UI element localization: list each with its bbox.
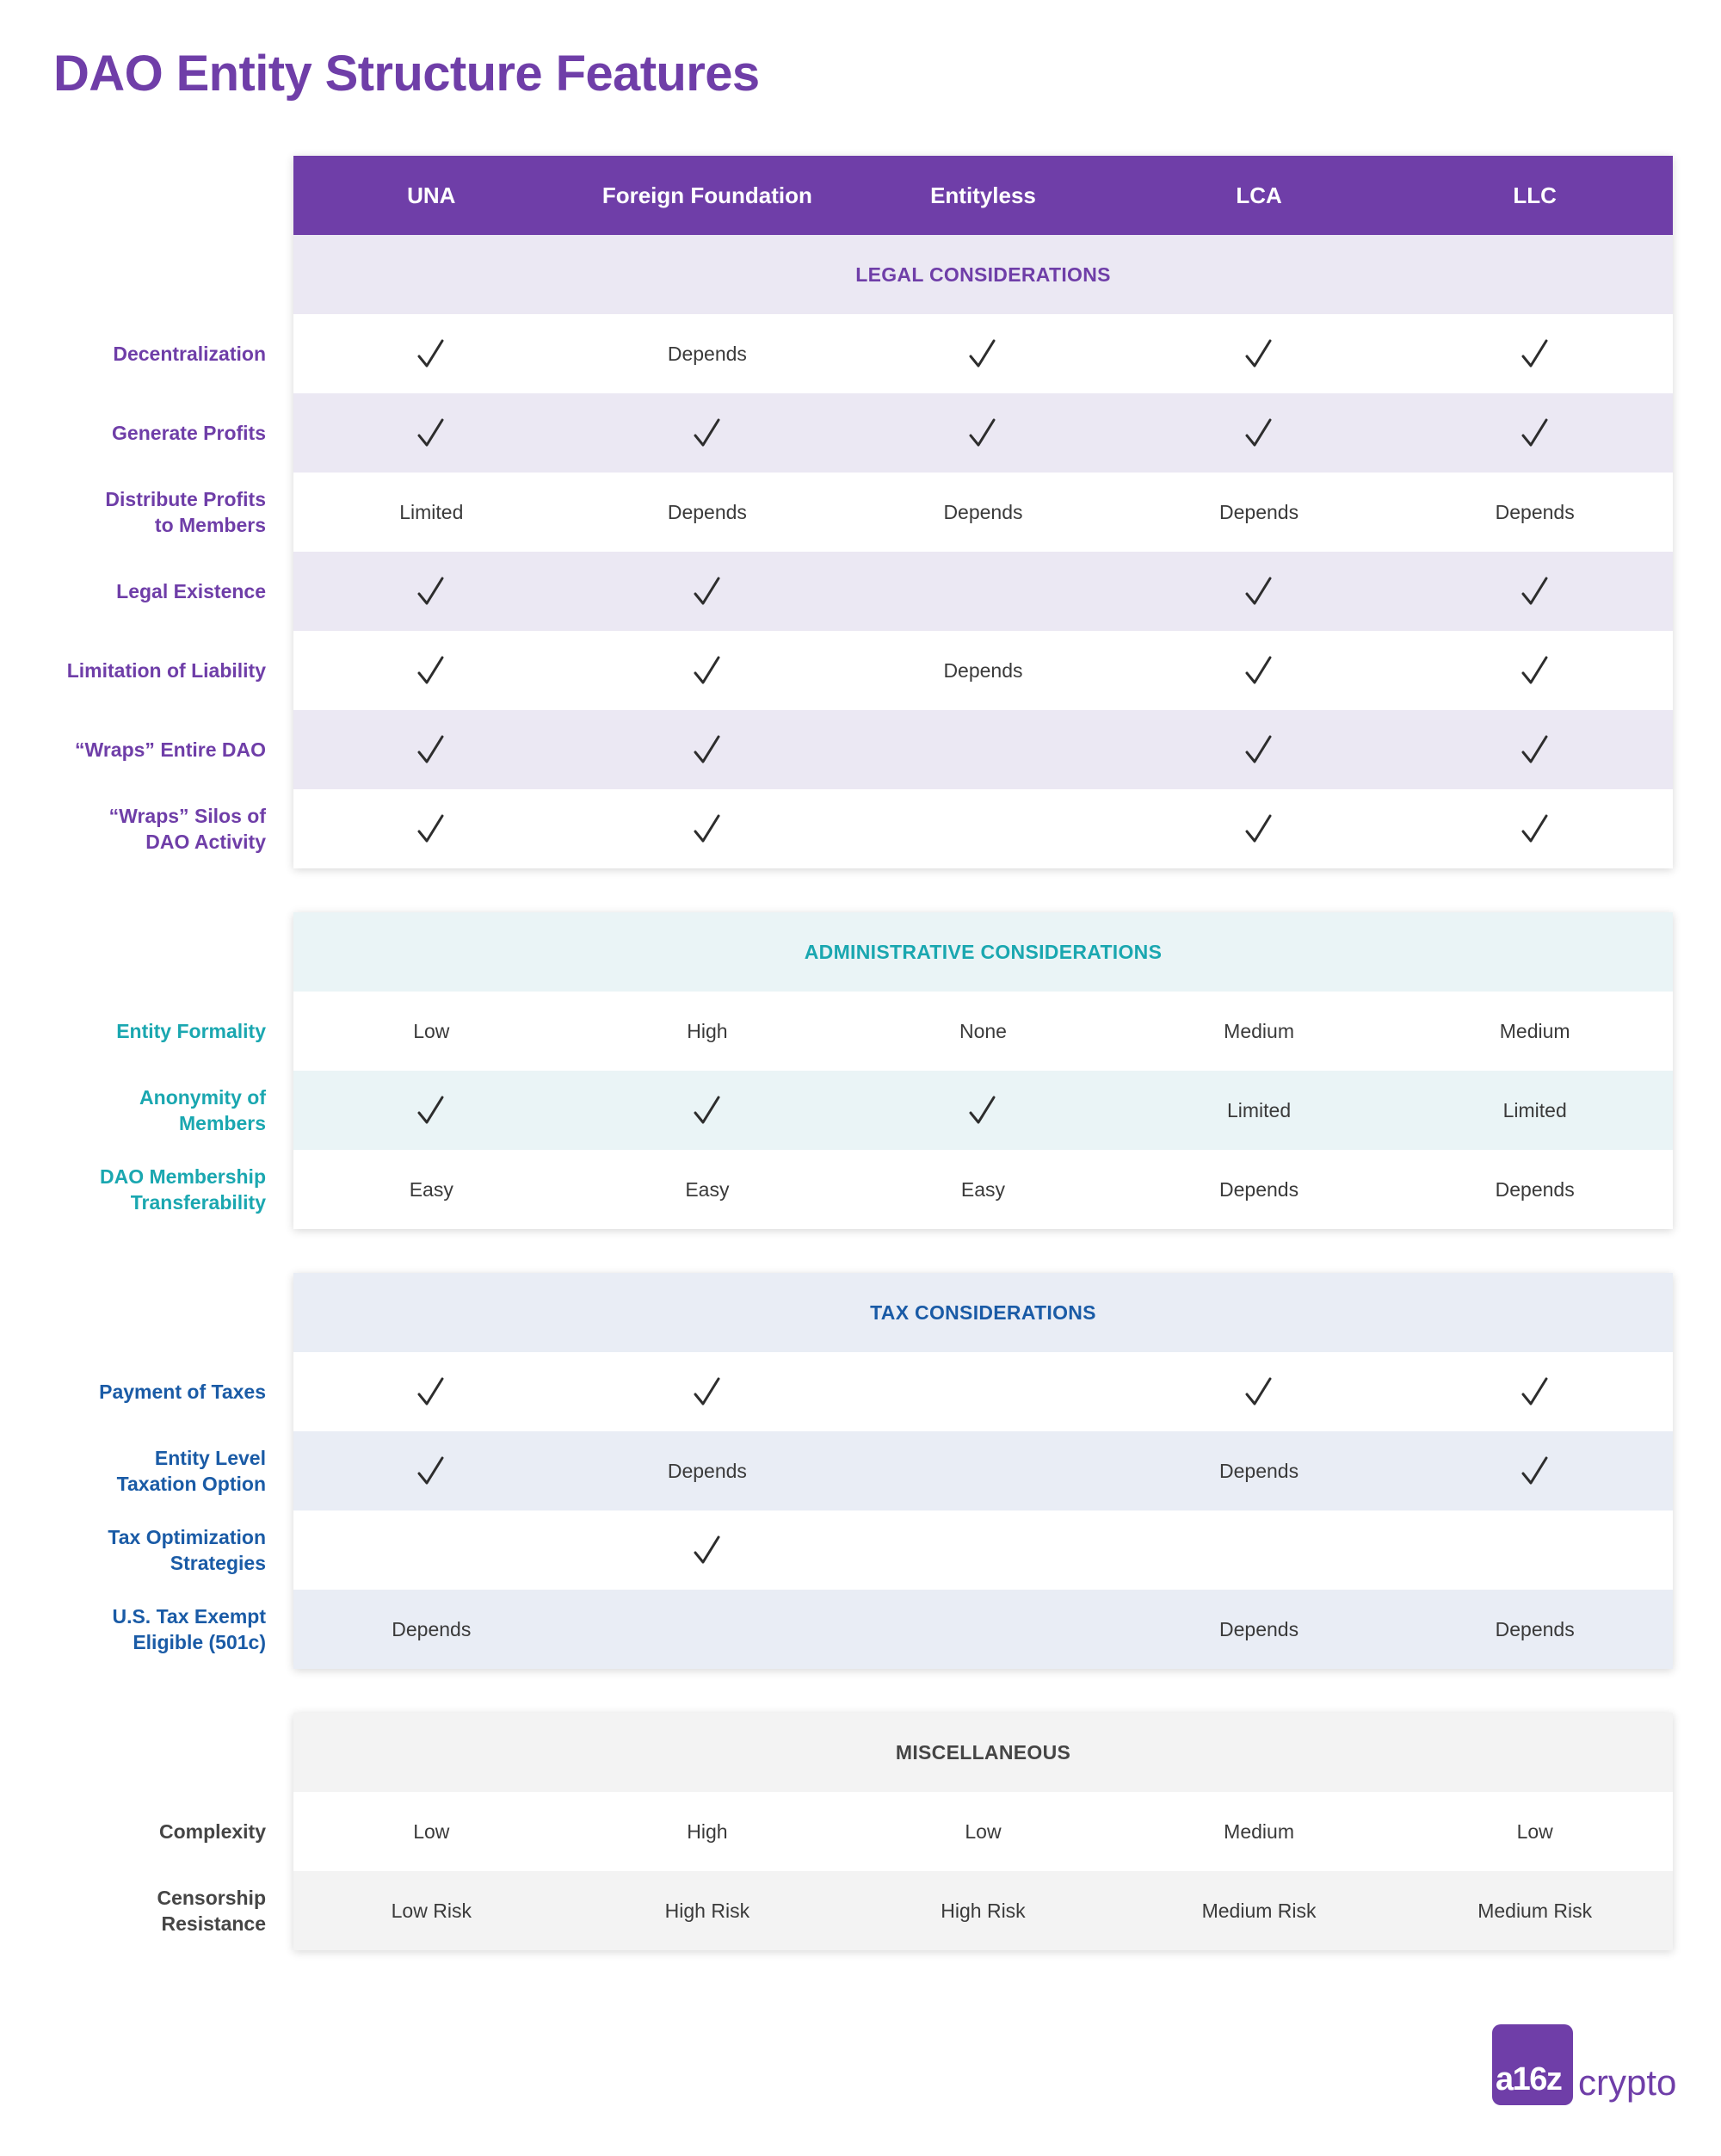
table-cell	[1397, 1352, 1673, 1431]
table-cell: Limited	[399, 500, 464, 523]
checkmark-icon	[693, 733, 722, 766]
tax-section-title: TAX CONSIDERATIONS	[293, 1273, 1673, 1352]
table-cell	[1397, 1431, 1673, 1510]
row-label	[8, 1510, 266, 1590]
checkmark-icon	[1521, 812, 1550, 845]
table-cell	[570, 393, 846, 473]
row-label	[8, 552, 266, 631]
table-cell	[293, 1071, 570, 1150]
checkmark-icon	[1521, 417, 1550, 449]
checkmark-icon	[693, 1375, 722, 1408]
table-cell	[293, 552, 570, 631]
table-row	[293, 710, 1673, 789]
table-cell	[845, 1431, 1121, 1510]
row-label	[8, 1150, 266, 1229]
table-row	[293, 1352, 1673, 1431]
table-row	[293, 1792, 1673, 1871]
column-header: Entityless	[930, 182, 1036, 208]
table-cell	[570, 631, 846, 710]
row-label	[8, 473, 266, 552]
table-row	[293, 992, 1673, 1071]
table-cell	[293, 393, 570, 473]
table-cell	[293, 1431, 570, 1510]
table-cell: High Risk	[941, 1899, 1026, 1922]
table-cell	[845, 1352, 1121, 1431]
table-cell: Depends	[392, 1617, 472, 1640]
row-label	[8, 1590, 266, 1669]
table-row	[293, 1871, 1673, 1950]
row-label-line: Members	[179, 1112, 266, 1134]
row-label-line: Resistance	[161, 1912, 266, 1935]
checkmark-icon	[416, 337, 446, 370]
table-cell	[1121, 631, 1397, 710]
table-cell: Depends	[1219, 1177, 1299, 1201]
table-cell: Depends	[1219, 500, 1299, 523]
table-cell	[570, 1352, 846, 1431]
row-label-line: “Wraps” Entire DAO	[75, 738, 266, 761]
checkmark-icon	[1244, 1375, 1274, 1408]
checkmark-icon	[1521, 1455, 1550, 1487]
table-cell: Easy	[409, 1177, 453, 1201]
checkmark-icon	[1521, 337, 1550, 370]
row-label	[8, 631, 266, 710]
row-label	[8, 314, 266, 393]
table-cell	[570, 789, 846, 868]
row-label-line: “Wraps” Silos of	[108, 805, 266, 827]
table-cell: Easy	[685, 1177, 730, 1201]
row-label-line: Payment of Taxes	[99, 1381, 266, 1403]
table-cell	[845, 393, 1121, 473]
row-label	[8, 789, 266, 868]
table-cell: Depends	[943, 658, 1023, 682]
table-cell: Depends	[667, 342, 747, 365]
row-label-line: Decentralization	[113, 343, 266, 365]
checkmark-icon	[416, 812, 446, 845]
table-cell	[293, 1510, 570, 1590]
miscellaneous-panel	[293, 1713, 1673, 1950]
legal-section-title: LEGAL CONSIDERATIONS	[293, 235, 1673, 314]
table-cell	[1397, 393, 1673, 473]
table-cell	[1397, 631, 1673, 710]
checkmark-icon	[693, 1094, 722, 1127]
table-cell: Depends	[1495, 1177, 1575, 1201]
legal-panel	[293, 156, 1673, 868]
table-row	[293, 473, 1673, 552]
table-cell	[845, 1071, 1121, 1150]
table-cell	[570, 552, 846, 631]
table-cell	[1121, 789, 1397, 868]
table-cell: Depends	[1495, 1617, 1575, 1640]
row-label-line: DAO Membership	[100, 1165, 266, 1188]
checkmark-icon	[1244, 654, 1274, 687]
table-cell	[845, 552, 1121, 631]
table-cell	[845, 1510, 1121, 1590]
row-label-line: Entity Level	[154, 1447, 266, 1469]
table-cell	[845, 710, 1121, 789]
row-label	[8, 1431, 266, 1510]
checkmark-icon	[968, 337, 997, 370]
tax-panel	[293, 1273, 1673, 1669]
checkmark-icon	[1521, 575, 1550, 608]
checkmark-icon	[693, 812, 722, 845]
column-header: LLC	[1513, 182, 1557, 208]
logo-mark-box	[1492, 2024, 1573, 2105]
table-row	[293, 631, 1673, 710]
table-cell: Limited	[1502, 1098, 1567, 1121]
table-cell: Depends	[943, 500, 1023, 523]
table-cell	[1121, 314, 1397, 393]
table-cell	[293, 710, 570, 789]
checkmark-icon	[416, 1094, 446, 1127]
table-row	[293, 789, 1673, 868]
row-label-line: Complexity	[159, 1820, 266, 1843]
table-cell	[570, 1590, 846, 1669]
table-cell	[293, 631, 570, 710]
checkmark-icon	[693, 654, 722, 687]
checkmark-icon	[1244, 417, 1274, 449]
checkmark-icon	[1521, 654, 1550, 687]
column-header: UNA	[407, 182, 456, 208]
column-header: Foreign Foundation	[601, 182, 812, 208]
table-cell	[1121, 393, 1397, 473]
table-row	[293, 1510, 1673, 1590]
row-label	[8, 1352, 266, 1431]
table-cell: Medium	[1499, 1019, 1570, 1042]
logo-wordmark: crypto	[1578, 2062, 1677, 2103]
table-row	[293, 1150, 1673, 1229]
table-cell	[1397, 552, 1673, 631]
table-cell: Low	[965, 1819, 1002, 1843]
table-cell	[293, 1352, 570, 1431]
table-cell	[845, 314, 1121, 393]
row-label-line: Transferability	[130, 1191, 266, 1214]
checkmark-icon	[416, 733, 446, 766]
table-cell: Depends	[1495, 500, 1575, 523]
a16z-crypto-logo	[1492, 2024, 1681, 2110]
table-cell	[1397, 1510, 1673, 1590]
checkmark-icon	[416, 575, 446, 608]
row-label-line: to Members	[154, 514, 266, 536]
table-cell	[1397, 789, 1673, 868]
table-row	[293, 552, 1673, 631]
checkmark-icon	[1521, 1375, 1550, 1408]
table-cell: Low	[413, 1819, 450, 1843]
miscellaneous-section-title: MISCELLANEOUS	[293, 1713, 1673, 1792]
table-cell	[293, 789, 570, 868]
table-row	[293, 1071, 1673, 1150]
checkmark-icon	[693, 417, 722, 449]
table-cell	[1121, 552, 1397, 631]
row-label	[8, 992, 266, 1071]
row-label-line: Strategies	[170, 1552, 266, 1574]
checkmark-icon	[968, 1094, 997, 1127]
checkmark-icon	[693, 575, 722, 608]
table-cell	[1397, 314, 1673, 393]
table-cell: Low	[413, 1019, 450, 1042]
checkmark-icon	[416, 654, 446, 687]
row-label-line: Generate Profits	[112, 422, 266, 444]
table-row	[293, 1431, 1673, 1510]
table-cell: Depends	[1219, 1617, 1299, 1640]
table-cell: Depends	[1219, 1459, 1299, 1482]
row-label	[8, 710, 266, 789]
table-cell	[1121, 710, 1397, 789]
table-cell	[570, 710, 846, 789]
row-label-line: Taxation Option	[116, 1473, 266, 1495]
column-header-row	[293, 156, 1673, 235]
table-cell: Depends	[667, 500, 747, 523]
checkmark-icon	[416, 1455, 446, 1487]
logo-mark-text: a16z	[1496, 2061, 1562, 2097]
table-cell: None	[959, 1019, 1007, 1042]
row-label-line: DAO Activity	[145, 831, 266, 853]
row-label-line: Legal Existence	[116, 580, 266, 602]
checkmark-icon	[693, 1534, 722, 1566]
row-label-line: Entity Formality	[116, 1020, 266, 1042]
row-label-line: Eligible (501c)	[133, 1631, 266, 1653]
row-label-line: Anonymity of	[139, 1086, 266, 1109]
page-title: DAO Entity Structure Features	[53, 46, 760, 102]
table-cell: Low Risk	[391, 1899, 472, 1922]
row-label-line: U.S. Tax Exempt	[112, 1605, 266, 1628]
table-cell	[1397, 710, 1673, 789]
row-label-line: Tax Optimization	[108, 1526, 266, 1548]
row-label	[8, 1792, 266, 1871]
table-cell: Low	[1516, 1819, 1553, 1843]
table-cell	[1121, 1352, 1397, 1431]
table-cell	[293, 314, 570, 393]
table-cell: Depends	[667, 1459, 747, 1482]
table-row	[293, 1590, 1673, 1669]
administrative-panel	[293, 912, 1673, 1229]
table-cell: Limited	[1227, 1098, 1292, 1121]
checkmark-icon	[968, 417, 997, 449]
administrative-section-title: ADMINISTRATIVE CONSIDERATIONS	[293, 912, 1673, 992]
table-cell: Medium	[1224, 1819, 1294, 1843]
table-cell	[570, 1071, 846, 1150]
row-label-line: Censorship	[157, 1887, 266, 1909]
checkmark-icon	[1521, 733, 1550, 766]
table-row	[293, 393, 1673, 473]
column-header: LCA	[1236, 182, 1282, 208]
checkmark-icon	[1244, 812, 1274, 845]
row-label-line: Limitation of Liability	[66, 659, 266, 682]
table-cell	[845, 789, 1121, 868]
table-cell	[570, 1510, 846, 1590]
table-cell: High	[687, 1819, 728, 1843]
table-cell: High	[687, 1019, 728, 1042]
table-cell: Medium Risk	[1477, 1899, 1593, 1922]
checkmark-icon	[1244, 733, 1274, 766]
row-label	[8, 1871, 266, 1950]
row-label	[8, 393, 266, 473]
checkmark-icon	[1244, 337, 1274, 370]
table-cell: Medium	[1224, 1019, 1294, 1042]
checkmark-icon	[416, 1375, 446, 1408]
row-label	[8, 1071, 266, 1150]
table-cell: Medium Risk	[1201, 1899, 1317, 1922]
table-row	[293, 314, 1673, 393]
row-label-line: Distribute Profits	[105, 488, 266, 510]
table-cell: High Risk	[664, 1899, 750, 1922]
table-cell: Easy	[960, 1177, 1006, 1201]
checkmark-icon	[416, 417, 446, 449]
table-cell	[845, 1590, 1121, 1669]
checkmark-icon	[1244, 575, 1274, 608]
table-cell	[1121, 1510, 1397, 1590]
